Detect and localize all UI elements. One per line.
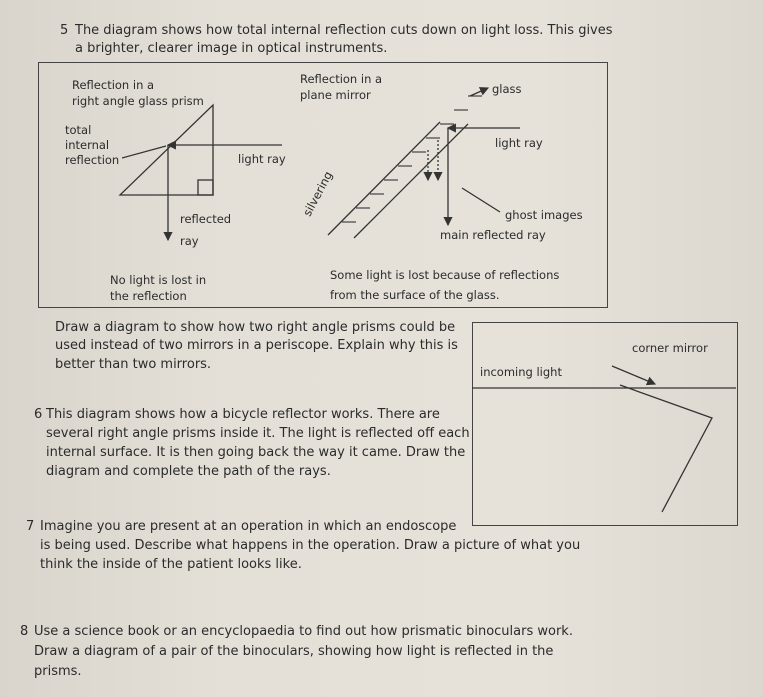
mirror-glass-surface bbox=[354, 124, 468, 238]
q7-number: 7 bbox=[26, 519, 35, 534]
q7-line1: Imagine you are present at an operation in which an endoscope bbox=[40, 519, 457, 534]
periscope-task-line3: better than two mirrors. bbox=[55, 357, 212, 372]
q5-line1: The diagram shows how total internal reflection cuts down on light loss. This gives bbox=[75, 23, 613, 38]
periscope-task-line1: Draw a diagram to show how two right angle prisms could be bbox=[55, 320, 456, 335]
q7-line2: is being used. Describe what happens in the operation. Draw a picture of what you bbox=[40, 538, 581, 553]
prism-title-line1: Reflection in a bbox=[72, 78, 155, 92]
corner-mirror-reflector bbox=[620, 385, 712, 512]
prism-caption-line1: No light is lost in bbox=[110, 273, 207, 287]
prism-title-line2: right angle glass prism bbox=[72, 94, 204, 108]
corner-incoming-ray bbox=[612, 366, 655, 384]
q7-line3: think the inside of the patient looks like. bbox=[40, 557, 302, 572]
q5-number: 5 bbox=[60, 23, 69, 38]
periscope-task-line2: used instead of two mirrors in a periscope. Explain why this is bbox=[55, 338, 458, 353]
ghost-images-label: ghost images bbox=[505, 208, 583, 222]
mirror-silvering-line bbox=[328, 122, 440, 235]
silvering-label: silvering bbox=[300, 168, 336, 219]
q6-number: 6 bbox=[34, 407, 43, 422]
mirror-caption-line2: from the surface of the glass. bbox=[330, 288, 500, 302]
mirror-caption-line1: Some light is lost because of reflections bbox=[330, 268, 560, 282]
ghost-images-pointer bbox=[462, 188, 500, 212]
q6-line3: internal surface. It is then going back the way it came. Draw the bbox=[46, 445, 466, 460]
mirror-light-ray-label: light ray bbox=[495, 136, 543, 150]
reflected-ray-label-line2: ray bbox=[180, 234, 199, 248]
q8-line3: prisms. bbox=[34, 664, 82, 679]
q8-line2: Draw a diagram of a pair of the binoculars, showing how light is reflected in the bbox=[34, 644, 554, 659]
tir-label-line1: total bbox=[65, 123, 92, 137]
prism-light-ray-label: light ray bbox=[238, 152, 286, 166]
q6-line4: diagram and complete the path of the rays. bbox=[46, 464, 331, 479]
mirror-title-line1: Reflection in a bbox=[300, 72, 383, 86]
glass-label: glass bbox=[492, 82, 522, 96]
right-angle-prism bbox=[120, 105, 213, 195]
glass-pointer bbox=[470, 88, 488, 96]
tir-label-line3: reflection bbox=[65, 153, 120, 167]
incoming-light-label: incoming light bbox=[480, 365, 562, 379]
silvering-hatching bbox=[342, 96, 482, 222]
q8-line1: Use a science book or an encyclopaedia to find out how prismatic binoculars work. bbox=[34, 624, 573, 639]
q6-line1: This diagram shows how a bicycle reflector works. There are bbox=[46, 407, 440, 422]
q6-line2: several right angle prisms inside it. The light is reflected off each bbox=[46, 426, 470, 441]
corner-mirror-label: corner mirror bbox=[632, 341, 708, 355]
main-reflected-ray-label: main reflected ray bbox=[440, 228, 546, 242]
prism-caption-line2: the reflection bbox=[110, 289, 187, 303]
right-angle-marker bbox=[198, 180, 213, 195]
q8-number: 8 bbox=[20, 624, 29, 639]
q5-line2: a brighter, clearer image in optical instruments. bbox=[75, 41, 388, 56]
mirror-title-line2: plane mirror bbox=[300, 88, 371, 102]
tir-label-line2: internal bbox=[65, 138, 110, 152]
reflected-ray-label-line1: reflected bbox=[180, 212, 232, 226]
